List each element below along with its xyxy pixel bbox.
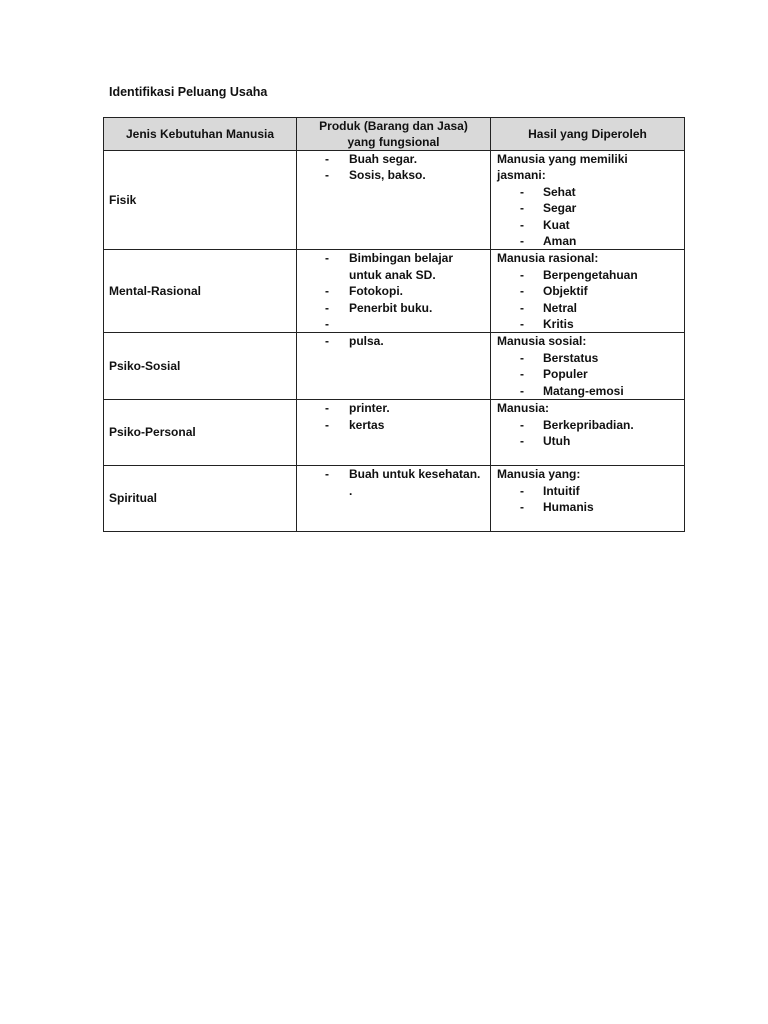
opportunity-table	[103, 117, 685, 532]
produk-item: - Sosis, bakso.	[297, 167, 490, 183]
hasil-item: - Berkepribadian.	[497, 417, 684, 433]
hasil-cell	[491, 466, 685, 532]
produk-item: - Buah untuk kesehatan.	[297, 466, 490, 482]
produk-item-empty	[297, 316, 490, 332]
table-row	[104, 151, 685, 250]
hasil-item: - Matang-emosi	[497, 383, 684, 399]
header-produk	[297, 118, 491, 151]
header-jenis-kebutuhan: Jenis Kebutuhan Manusia	[104, 118, 297, 151]
table-row	[104, 466, 685, 532]
hasil-intro: Manusia yang memiliki	[497, 152, 628, 166]
hasil-item: - Kuat	[497, 217, 684, 233]
produk-item: - Buah segar.	[297, 151, 490, 167]
hasil-item: - Utuh	[497, 433, 684, 449]
hasil-item: - Intuitif	[497, 483, 684, 499]
header-hasil: Hasil yang Diperoleh	[491, 118, 685, 151]
produk-item: - Bimbingan belajar	[297, 250, 490, 266]
hasil-intro: Manusia sosial:	[497, 334, 587, 349]
produk-cell	[297, 151, 491, 250]
header-produk-line1: Produk (Barang dan Jasa)	[319, 119, 468, 133]
row-label-mental-rasional: Mental-Rasional	[104, 250, 297, 333]
produk-item-continuation: .	[349, 483, 353, 498]
hasil-item: - Netral	[497, 300, 684, 316]
table-header-row	[104, 118, 685, 151]
produk-cell	[297, 400, 491, 466]
hasil-intro: Manusia rasional:	[497, 251, 599, 266]
hasil-item: - Berstatus	[497, 350, 684, 366]
produk-cell	[297, 466, 491, 532]
table-row	[104, 250, 685, 333]
hasil-item: - Humanis	[497, 499, 684, 515]
produk-item: - kertas	[297, 417, 490, 433]
hasil-item: - Segar	[497, 200, 684, 216]
table-row	[104, 333, 685, 400]
page-title: Identifikasi Peluang Usaha	[109, 85, 268, 99]
produk-cell	[297, 333, 491, 400]
produk-item: - printer.	[297, 400, 490, 416]
row-label-fisik: Fisik	[104, 151, 297, 250]
produk-item: - pulsa.	[297, 333, 490, 349]
header-produk-line2: yang fungsional	[347, 135, 440, 149]
row-label-psiko-personal: Psiko-Personal	[104, 400, 297, 466]
produk-item-continuation: untuk anak SD.	[349, 267, 436, 282]
hasil-cell	[491, 151, 685, 250]
row-label-psiko-sosial: Psiko-Sosial	[104, 333, 297, 400]
hasil-intro: jasmani:	[497, 168, 546, 183]
hasil-item: - Populer	[497, 366, 684, 382]
hasil-item: - Objektif	[497, 283, 684, 299]
hasil-intro: Manusia:	[497, 401, 550, 416]
produk-cell	[297, 250, 491, 333]
hasil-item: - Sehat	[497, 184, 684, 200]
hasil-cell	[491, 400, 685, 466]
hasil-item: - Aman	[497, 233, 684, 249]
hasil-cell	[491, 250, 685, 333]
row-label-spiritual: Spiritual	[104, 466, 297, 532]
hasil-cell	[491, 333, 685, 400]
table-row	[104, 400, 685, 466]
hasil-intro: Manusia yang:	[497, 467, 581, 482]
hasil-item: - Berpengetahuan	[497, 267, 684, 283]
hasil-item: - Kritis	[497, 316, 684, 332]
produk-item: - Fotokopi.	[297, 283, 490, 299]
produk-item: - Penerbit buku.	[297, 300, 490, 316]
